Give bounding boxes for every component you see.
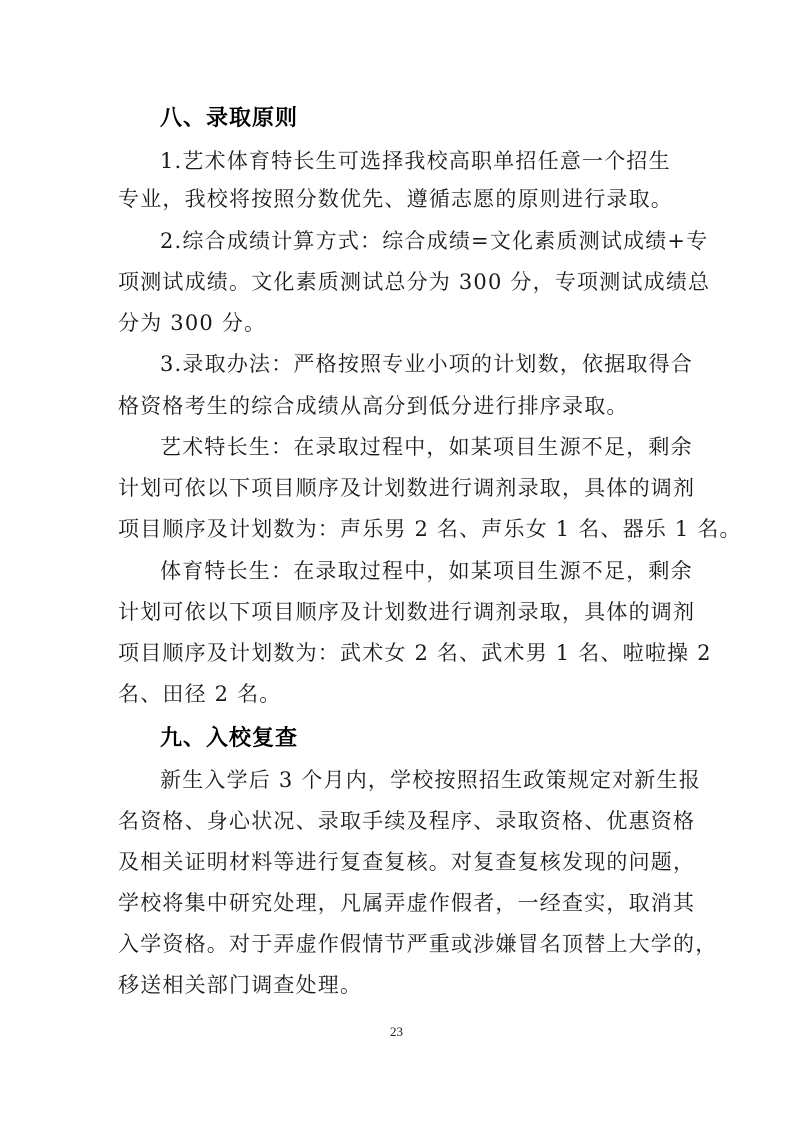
paragraph-line: 学校将集中研究处理，凡属弄虚作假者，一经查实，取消其 <box>118 891 696 915</box>
paragraph-line: 名、田径 2 名。 <box>118 682 282 706</box>
paragraph-line: 项目顺序及计划数为：声乐男 2 名、声乐女 1 名、器乐 1 名。 <box>118 517 742 541</box>
paragraph-line: 计划可依以下项目顺序及计划数进行调剂录取，具体的调剂 <box>118 600 696 624</box>
paragraph-line: 体育特长生：在录取过程中，如某项目生源不足，剩余 <box>160 559 693 583</box>
paragraph-line: 格资格考生的综合成绩从高分到低分进行排序录取。 <box>118 394 629 418</box>
paragraph-line: 项目顺序及计划数为：武术女 2 名、武术男 1 名、啦啦操 2 <box>118 641 712 665</box>
section-heading-admission-principles: 八、录取原则 <box>160 106 299 131</box>
paragraph-line: 3.录取办法：严格按照专业小项的计划数，依据取得合 <box>160 352 694 376</box>
paragraph-line: 新生入学后 3 个月内，学校按照招生政策规定对新生报 <box>160 768 701 792</box>
paragraph-line: 及相关证明材料等进行复查复核。对复查复核发现的问题， <box>118 850 696 874</box>
paragraph-line: 1.艺术体育特长生可选择我校高职单招任意一个招生 <box>160 149 671 173</box>
section-heading-enrollment-review: 九、入校复查 <box>160 726 299 751</box>
paragraph-line: 名资格、身心状况、录取手续及程序、录取资格、优惠资格 <box>118 809 696 833</box>
paragraph-line: 2.综合成绩计算方式：综合成绩=文化素质测试成绩+专 <box>160 229 709 253</box>
paragraph-line: 计划可依以下项目顺序及计划数进行调剂录取，具体的调剂 <box>118 476 696 500</box>
page-number: 23 <box>390 1024 403 1039</box>
paragraph-line: 艺术特长生：在录取过程中，如某项目生源不足，剩余 <box>160 435 693 459</box>
paragraph-line: 分为 300 分。 <box>118 311 267 335</box>
paragraph-line: 入学资格。对于弄虚作假情节严重或涉嫌冒名顶替上大学的， <box>118 932 718 956</box>
paragraph-line: 专业，我校将按照分数优先、遵循志愿的原则进行录取。 <box>118 187 673 211</box>
paragraph-line: 项测试成绩。文化素质测试总分为 300 分，专项测试成绩总 <box>118 270 711 294</box>
paragraph-line: 移送相关部门调查处理。 <box>118 973 363 997</box>
